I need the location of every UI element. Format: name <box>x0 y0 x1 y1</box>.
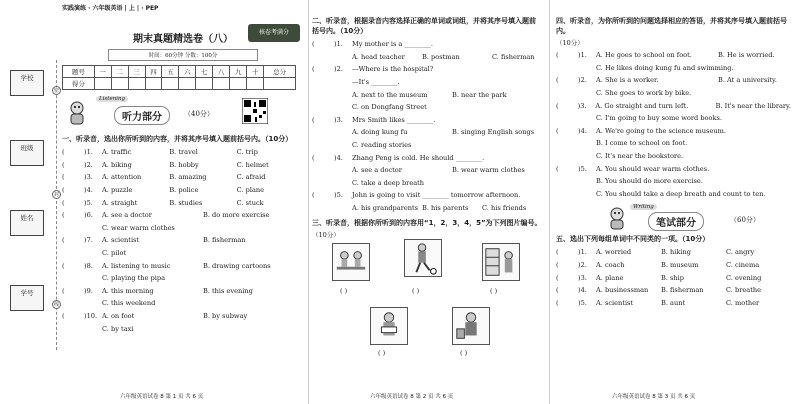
score-cell[interactable] <box>111 78 128 90</box>
score-cell[interactable] <box>128 78 145 90</box>
reading-picture-icon <box>370 307 408 345</box>
picture-area <box>312 239 542 369</box>
option-c: C. I'm going to buy some word books. <box>596 114 722 123</box>
question-text: John is going to visit ________ tomorrow afternoon. <box>352 191 521 200</box>
option-c: C. afraid <box>236 173 266 182</box>
question-text: —It's ________. <box>352 78 400 87</box>
id-label: 学号 <box>20 289 34 297</box>
option-a: A. coach <box>596 261 625 270</box>
option-a: A. plane <box>596 273 624 282</box>
section-4-title: 四、听录音，为你所听到的问题选择相应的答语，并将其序号填入题前括号内。 <box>556 17 787 35</box>
list-item <box>312 51 542 64</box>
option-c: C. plane <box>236 186 265 195</box>
option-b: B. postman <box>422 52 460 61</box>
option-c: C. take a deep breath <box>352 178 425 187</box>
library-picture-icon <box>482 243 520 281</box>
writing-label: 笔试部分 <box>648 212 704 231</box>
answer-paren[interactable]: ( <box>62 211 65 220</box>
answer-paren[interactable]: ( <box>62 160 65 169</box>
list-item <box>312 114 542 127</box>
option-c: C. angry <box>726 248 755 257</box>
answer-paren[interactable]: ( <box>556 76 559 85</box>
writing-banner <box>556 204 791 230</box>
writing-points: （60分） <box>730 216 760 225</box>
option-c: C. He likes doing kung fu and swimming. <box>596 63 734 72</box>
q-num: )5. <box>578 164 587 173</box>
option-c: C. mother <box>726 298 760 307</box>
list-item <box>312 126 542 139</box>
seal-circle: 封 <box>53 192 59 198</box>
list-item <box>312 101 542 114</box>
option-b: B. wear warm clothes <box>452 166 525 175</box>
page-1 <box>62 14 304 335</box>
listening-points: （40分） <box>184 110 214 118</box>
q-num: )2. <box>578 261 587 270</box>
option-c: C. fisherman <box>492 52 535 61</box>
classroom-picture-icon <box>332 243 370 281</box>
list-item <box>312 151 542 164</box>
seal-circle: 密 <box>53 88 59 94</box>
score-header: 四 <box>145 66 162 78</box>
option-a: A. We're going to the science museum. <box>596 126 726 135</box>
score-cell[interactable] <box>264 78 296 90</box>
list-item <box>312 202 542 215</box>
option-a: A. He goes to school on foot. <box>596 51 692 60</box>
class-label: 班级 <box>20 144 34 152</box>
q-num: )3. <box>84 173 93 182</box>
option-b: B. amazing <box>169 173 207 182</box>
page-footer: 六年级英语试卷 8 第 1 页 共 6 页 <box>120 394 204 400</box>
list-item <box>556 137 791 150</box>
option-a: A. She is a worker. <box>596 76 659 85</box>
list-item <box>62 310 304 323</box>
q-num: )5. <box>578 298 587 307</box>
q-num: )4. <box>334 153 343 162</box>
score-header: 九 <box>230 66 247 78</box>
mascot-icon <box>66 100 88 126</box>
list-item <box>556 150 791 163</box>
list-item <box>556 99 791 112</box>
option-b: B. At a university. <box>718 76 777 85</box>
section-4-points: （10分） <box>556 39 584 47</box>
section-5-title: 五、选出下列每组单词中不同类的一项。（10分） <box>556 235 710 244</box>
list-item <box>62 184 304 197</box>
badge: 核卷考满分 <box>248 24 300 42</box>
score-header: 七 <box>196 66 213 78</box>
question-text: Mrs Smith likes ________. <box>352 115 436 124</box>
section-3-title: 三、听录音，根据你所听到的内容用“1，2，3，4，5”为下列图片编号。 <box>312 219 542 228</box>
list-item <box>556 175 791 188</box>
option-b: B. studies <box>169 198 203 207</box>
name-box[interactable] <box>10 210 44 236</box>
list-item <box>556 271 791 284</box>
list-item <box>556 112 791 125</box>
id-box[interactable] <box>10 285 44 311</box>
answer-paren[interactable]: ( <box>62 173 65 182</box>
list-item <box>62 285 304 298</box>
q-num: )1. <box>84 148 93 157</box>
score-cell[interactable] <box>94 78 111 90</box>
q-num: )2. <box>334 65 343 74</box>
list-item <box>312 88 542 101</box>
option-b: B. fisherman <box>203 236 246 245</box>
option-a: A. listening to music <box>102 261 171 270</box>
header-text: 实践演练 · 六年级英语 | 上 | · PEP <box>62 5 159 12</box>
q-num: )1. <box>334 40 343 49</box>
option-a: A. straight <box>102 198 138 207</box>
qr-code-icon[interactable] <box>242 98 268 124</box>
score-header: 总分 <box>264 66 296 78</box>
option-c: C. pilot <box>102 249 127 258</box>
school-box[interactable] <box>10 70 44 96</box>
page-title: 期末真题精选卷（八） <box>133 34 233 45</box>
q-num: )4. <box>578 286 587 295</box>
answer-paren[interactable]: ( <box>556 126 559 135</box>
list-item <box>312 139 542 152</box>
option-b: B. near the park <box>452 90 507 99</box>
option-b: B. by subway <box>203 312 248 321</box>
list-item <box>62 322 304 335</box>
answer-paren[interactable]: ( <box>312 65 315 74</box>
option-c: C. cinema <box>726 261 760 270</box>
option-c: C. stuck <box>236 198 264 207</box>
answer-paren[interactable]: ( <box>312 115 315 124</box>
picture-answer[interactable]: ( ) <box>412 287 420 296</box>
answer-paren[interactable]: ( <box>556 273 559 282</box>
q-num: )3. <box>577 101 587 110</box>
score-table <box>62 65 296 90</box>
picture-answer[interactable]: ( ) <box>340 287 348 296</box>
page-divider <box>308 0 309 404</box>
list-item <box>62 146 304 159</box>
answer-paren[interactable]: ( <box>312 191 315 200</box>
option-a: A. biking <box>102 160 132 169</box>
option-c: C. his friends <box>482 204 527 213</box>
score-header: 十 <box>247 66 264 78</box>
picture-answer[interactable]: ( ) <box>490 287 498 296</box>
writing-tag: Writing <box>630 204 657 210</box>
list-item <box>556 284 791 297</box>
list-item <box>556 162 791 175</box>
picture-answer[interactable]: ( ) <box>460 349 468 358</box>
answer-paren[interactable]: ( <box>556 101 559 110</box>
binding-column <box>0 0 62 404</box>
page-3 <box>556 14 791 309</box>
option-b: B. ship <box>661 273 684 282</box>
option-b: B. travel <box>169 148 198 157</box>
option-c: C. helmet <box>236 160 269 169</box>
option-c: C. by taxi <box>102 324 134 333</box>
list-item <box>62 159 304 172</box>
answer-paren[interactable]: ( <box>556 164 559 173</box>
option-a: A. traffic <box>102 148 132 157</box>
score-header: 题号 <box>63 66 95 78</box>
q-num: )1. <box>578 248 587 257</box>
option-b: B. museum <box>661 261 699 270</box>
listening-label: 听力部分 <box>114 106 170 125</box>
option-a: A. see a doctor <box>102 211 152 220</box>
score-cell[interactable] <box>213 78 230 90</box>
option-a: A. businessman <box>596 286 649 295</box>
option-a: A. worried <box>596 248 632 257</box>
option-a: A. doing kung fu <box>352 128 408 137</box>
page-2 <box>312 14 542 369</box>
score-header: 一 <box>94 66 111 78</box>
list-item <box>556 188 791 201</box>
list-item <box>312 164 542 177</box>
score-cell[interactable] <box>179 78 196 90</box>
option-b: B. aunt <box>661 298 686 307</box>
option-a: A. scientist <box>596 298 634 307</box>
option-b: B. It's near the library. <box>715 101 792 110</box>
option-b: B. this evening <box>203 286 253 295</box>
score-cell[interactable] <box>247 78 264 90</box>
page-footer: 六年级英语试卷 8 第 3 页 共 6 页 <box>612 394 696 400</box>
q-num: )1. <box>578 51 587 60</box>
list-item <box>62 259 304 272</box>
worker-picture-icon <box>452 307 490 345</box>
list-item <box>62 209 304 222</box>
q-num: )5. <box>334 191 343 200</box>
class-box[interactable] <box>10 140 44 166</box>
option-c: C. evening <box>726 273 762 282</box>
q-num: )8. <box>84 261 93 270</box>
option-b: B. You should do more exercise. <box>596 177 703 186</box>
page-footer: 六年级英语试卷 8 第 2 页 共 6 页 <box>370 394 454 400</box>
list-item <box>556 297 791 310</box>
list-item <box>62 222 304 235</box>
answer-paren[interactable]: ( <box>556 51 559 60</box>
option-b: B. hiking <box>661 248 691 257</box>
option-c: C. reading stories <box>352 141 412 150</box>
option-a: A. attention <box>102 173 142 182</box>
answer-paren[interactable]: ( <box>556 298 559 307</box>
question-text: Zhang Peng is cold. He should ________. <box>352 153 485 162</box>
answer-paren[interactable]: ( <box>556 248 559 257</box>
section-3-points: （10分） <box>312 231 340 240</box>
q-num: )4. <box>84 186 93 195</box>
option-a: A. on foot <box>102 312 135 321</box>
q-num: )9. <box>84 286 93 295</box>
list-item <box>62 171 304 184</box>
listening-banner <box>62 96 304 130</box>
question-text: —Where is the hospital? <box>352 65 434 74</box>
time-bar: 时间：60分钟 分数：100分 <box>108 49 258 61</box>
q-num: )5. <box>84 198 93 207</box>
option-c: C. She goes to work by bike. <box>596 89 692 98</box>
q-num: )4. <box>578 126 587 135</box>
list-item <box>556 49 791 62</box>
list-item <box>62 247 304 260</box>
option-b: B. police <box>169 186 199 195</box>
score-header: 三 <box>128 66 145 78</box>
list-item <box>556 87 791 100</box>
score-cell[interactable] <box>145 78 162 90</box>
option-a: A. You should wear warm clothes. <box>596 164 710 173</box>
page-divider <box>549 0 550 404</box>
score-row-label: 得分 <box>63 78 95 90</box>
option-c: C. this weekend <box>102 299 156 308</box>
answer-paren[interactable]: ( <box>62 236 65 245</box>
answer-paren[interactable]: ( <box>556 286 559 295</box>
picture-answer[interactable]: ( ) <box>378 349 386 358</box>
score-header: 六 <box>179 66 196 78</box>
list-item <box>556 62 791 75</box>
list-item <box>556 125 791 138</box>
option-a: A. scientist <box>102 236 140 245</box>
option-b: B. do more exercise <box>203 211 270 220</box>
option-a: A. Go straight and turn left. <box>595 101 689 110</box>
q-num: )10. <box>84 312 98 321</box>
football-picture-icon <box>404 239 442 277</box>
name-label: 姓名 <box>20 214 34 222</box>
answer-paren[interactable]: ( <box>62 286 65 295</box>
answer-paren[interactable]: ( <box>62 261 65 270</box>
answer-paren[interactable]: ( <box>62 312 65 321</box>
school-label: 学校 <box>20 74 34 82</box>
score-cell[interactable] <box>196 78 213 90</box>
option-c: C. You should take a deep breath and count to ten. <box>596 189 766 198</box>
section-2-title: 二、听录音，根据录音内容选择正确的单词或词组，并将其序号填入题前括号内。（10分） <box>312 17 536 35</box>
score-header: 五 <box>162 66 179 78</box>
option-b: B. I come to school on foot. <box>596 139 688 148</box>
score-cell[interactable] <box>230 78 247 90</box>
seal-circle: 线 <box>53 302 59 308</box>
option-c: C. on Dongfang Street <box>352 103 427 112</box>
list-item <box>62 196 304 209</box>
option-c: C. It's near the bookstore. <box>596 152 684 161</box>
list-item <box>312 63 542 76</box>
question-text: My mother is a ________. <box>352 40 433 49</box>
option-a: A. puzzle <box>102 186 133 195</box>
option-a: A. see a doctor <box>352 166 402 175</box>
score-header: 八 <box>213 66 230 78</box>
q-num: )3. <box>578 273 587 282</box>
score-cell[interactable] <box>162 78 179 90</box>
list-item <box>312 38 542 51</box>
answer-paren[interactable]: ( <box>556 261 559 270</box>
option-b: B. fisherman <box>661 286 704 295</box>
list-item <box>556 246 791 259</box>
list-item <box>312 189 542 202</box>
answer-paren[interactable]: ( <box>62 148 65 157</box>
option-c: C. trip <box>236 148 258 157</box>
option-b: B. hobby <box>169 160 199 169</box>
list-item <box>556 74 791 87</box>
listening-tag: Listening <box>96 96 128 102</box>
mascot-icon <box>606 206 628 230</box>
option-a: A. his grandparents <box>352 204 419 213</box>
option-c: C. playing the pipa <box>102 274 166 283</box>
score-header: 二 <box>111 66 128 78</box>
answer-paren[interactable]: ( <box>312 40 315 49</box>
answer-paren[interactable]: ( <box>62 198 65 207</box>
list-item <box>556 259 791 272</box>
option-b: B. drawing cartoons <box>203 261 271 270</box>
option-b: B. singing English songs <box>452 128 535 137</box>
option-a: A. next to the museum <box>352 90 428 99</box>
q-num: )2. <box>578 76 587 85</box>
list-item <box>62 272 304 285</box>
option-c: C. breathe <box>726 286 762 295</box>
q-num: )2. <box>84 160 93 169</box>
list-item <box>62 234 304 247</box>
answer-paren[interactable]: ( <box>312 153 315 162</box>
option-a: A. this morning <box>102 286 154 295</box>
q-num: )7. <box>84 236 93 245</box>
answer-paren[interactable]: ( <box>62 186 65 195</box>
option-b: B. He is worried. <box>718 51 775 60</box>
option-c: C. wear warm clothes <box>102 223 175 232</box>
option-a: A. head teacher <box>352 52 405 61</box>
list-item <box>312 76 542 89</box>
option-b: B. his parents <box>422 204 469 213</box>
list-item <box>312 177 542 190</box>
q-num: )6. <box>84 211 93 220</box>
list-item <box>62 297 304 310</box>
q-num: )3. <box>334 115 343 124</box>
section-1-title: 一、听录音，选出你所听到的内容，并将其序号填入题前括号内。（10分） <box>62 135 293 143</box>
